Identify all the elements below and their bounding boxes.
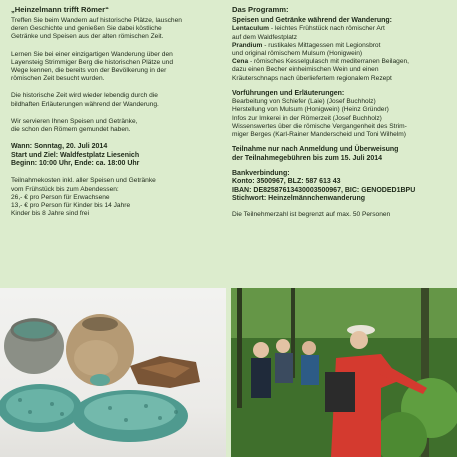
program-heading: Speisen und Getränke während der Wanderung: bbox=[232, 17, 392, 24]
program-item-text: - leichtes Frühstück nach römischer Art bbox=[269, 25, 385, 33]
intro-line: Treffen Sie beim Wandern auf historische Plätze, lauschen bbox=[11, 17, 182, 24]
demo-line: miger Berges (Karl-Rainer Manderscheid und Toni Wilhelm) bbox=[232, 131, 406, 139]
program-item-text: dazu einen Becher einheimischen Wein und einen bbox=[232, 66, 379, 74]
hike-line: römischen Zeit besucht wurden. bbox=[11, 75, 105, 83]
program-item-text: - römisches Kesselgulasch mit mediterranen Beilagen, bbox=[248, 58, 410, 66]
intro-line: deren Geschichte und genießen Sie dabei köstliche bbox=[11, 25, 162, 33]
price-free: Kinder bis 8 Jahre sind frei bbox=[11, 210, 90, 218]
bank-iban: IBAN: DE82587613430003500967, BIC: GENODED1BPU bbox=[232, 186, 416, 194]
demo-line: Wissenswertes über die römische Vergangenheit des Strim- bbox=[232, 122, 407, 130]
program-list bbox=[232, 25, 452, 82]
program-item-text: und original römischem Mulsum (Honigwein) bbox=[232, 50, 363, 58]
hikers-illustration bbox=[231, 288, 457, 457]
history-line: Die historische Zeit wird wieder lebendig durch die bbox=[11, 92, 158, 100]
hike-paragraph bbox=[11, 51, 223, 84]
demo-line: Bearbeitung von Schiefer (Laie) (Josef Buchholz) bbox=[232, 98, 376, 106]
roman-coins-photo bbox=[0, 288, 226, 457]
hike-line: Lernen Sie bei einer einzigartigen Wanderung über den bbox=[11, 50, 173, 58]
bank-reference: Stichwort: Heinzelmännchenwanderung bbox=[232, 195, 366, 203]
intro-paragraph bbox=[11, 17, 223, 42]
food-line: die schon den Römern gemundet haben. bbox=[11, 126, 131, 134]
program-item-text: Kräuterschnaps nach überliefertem regionalem Rezept bbox=[232, 74, 392, 82]
program-item-name: Prandium bbox=[232, 41, 263, 49]
price-adults: 26,- € pro Person für Erwachsene bbox=[11, 193, 110, 201]
program-item-text: auf dem Waldfestplatz bbox=[232, 33, 297, 41]
bank-details bbox=[232, 178, 452, 203]
costs-line: Teilnahmekosten inkl. aller Speisen und Getränke bbox=[11, 177, 156, 185]
event-time: Beginn: 10:00 Uhr, Ende: ca. 18:00 Uhr bbox=[11, 160, 140, 168]
food-line: Wir servieren Ihnen Speisen und Getränke, bbox=[11, 117, 138, 125]
photo-strip bbox=[0, 288, 457, 457]
registration-note bbox=[232, 146, 452, 163]
event-location: Start und Ziel: Waldfestplatz Liesenich bbox=[11, 151, 140, 159]
costs-line: vom Frühstück bis zum Abendessen: bbox=[11, 185, 119, 193]
bank-heading: Bankverbindung: bbox=[232, 170, 290, 178]
food-paragraph bbox=[11, 118, 223, 134]
bank-account: Konto: 3500967, BLZ: 587 613 43 bbox=[232, 178, 341, 186]
participant-limit: Die Teilnehmerzahl ist begrenzt auf max. 50 Personen bbox=[232, 210, 391, 218]
right-column bbox=[232, 0, 452, 219]
event-title: „Heinzelmann trifft Römer“ bbox=[11, 5, 109, 14]
program-item bbox=[232, 58, 452, 66]
hikers-photo bbox=[231, 288, 457, 457]
hike-line: Layensteig Strimmiger Berg die historischen Plätze und bbox=[11, 58, 173, 66]
history-paragraph bbox=[11, 92, 223, 108]
demo-line: Herstellung von Mulsum (Honigwein) (Heinz Gründer) bbox=[232, 106, 389, 114]
registration-line: der Teilnahmegebühren bis zum 15. Juli 2014 bbox=[232, 154, 383, 162]
demo-list bbox=[232, 98, 452, 139]
program-item-text: - rustikales Mittagessen mit Legionsbrot bbox=[262, 41, 381, 49]
hike-line: Wege kennen, die bereits von der Bevölkerung in der bbox=[11, 67, 167, 75]
demo-heading: Vorführungen und Erläuterungen: bbox=[232, 89, 345, 97]
program-title: Das Programm: bbox=[232, 5, 289, 14]
left-column bbox=[11, 0, 223, 218]
price-children: 13,- € pro Person für Kinder bis 14 Jahre bbox=[11, 202, 131, 210]
coin-hoard-illustration bbox=[0, 288, 226, 457]
program-item bbox=[232, 42, 452, 50]
event-date: Wann: Sonntag, 20. Juli 2014 bbox=[11, 143, 108, 151]
demo-line: Infos zur Imkerei in der Römerzeit (Josef Buchholz) bbox=[232, 114, 382, 122]
registration-line: Teilnahme nur nach Anmeldung und Überweisung bbox=[232, 146, 399, 154]
costs-paragraph bbox=[11, 177, 223, 218]
history-line: bildhaften Erläuterungen während der Wanderung. bbox=[11, 100, 159, 108]
event-details bbox=[11, 143, 223, 168]
intro-line: Getränke und Speisen aus der alten römischen Zeit. bbox=[11, 33, 164, 41]
program-item-name: Cena bbox=[232, 58, 249, 66]
program-item bbox=[232, 25, 452, 33]
program-item-name: Lentaculum bbox=[232, 25, 270, 33]
